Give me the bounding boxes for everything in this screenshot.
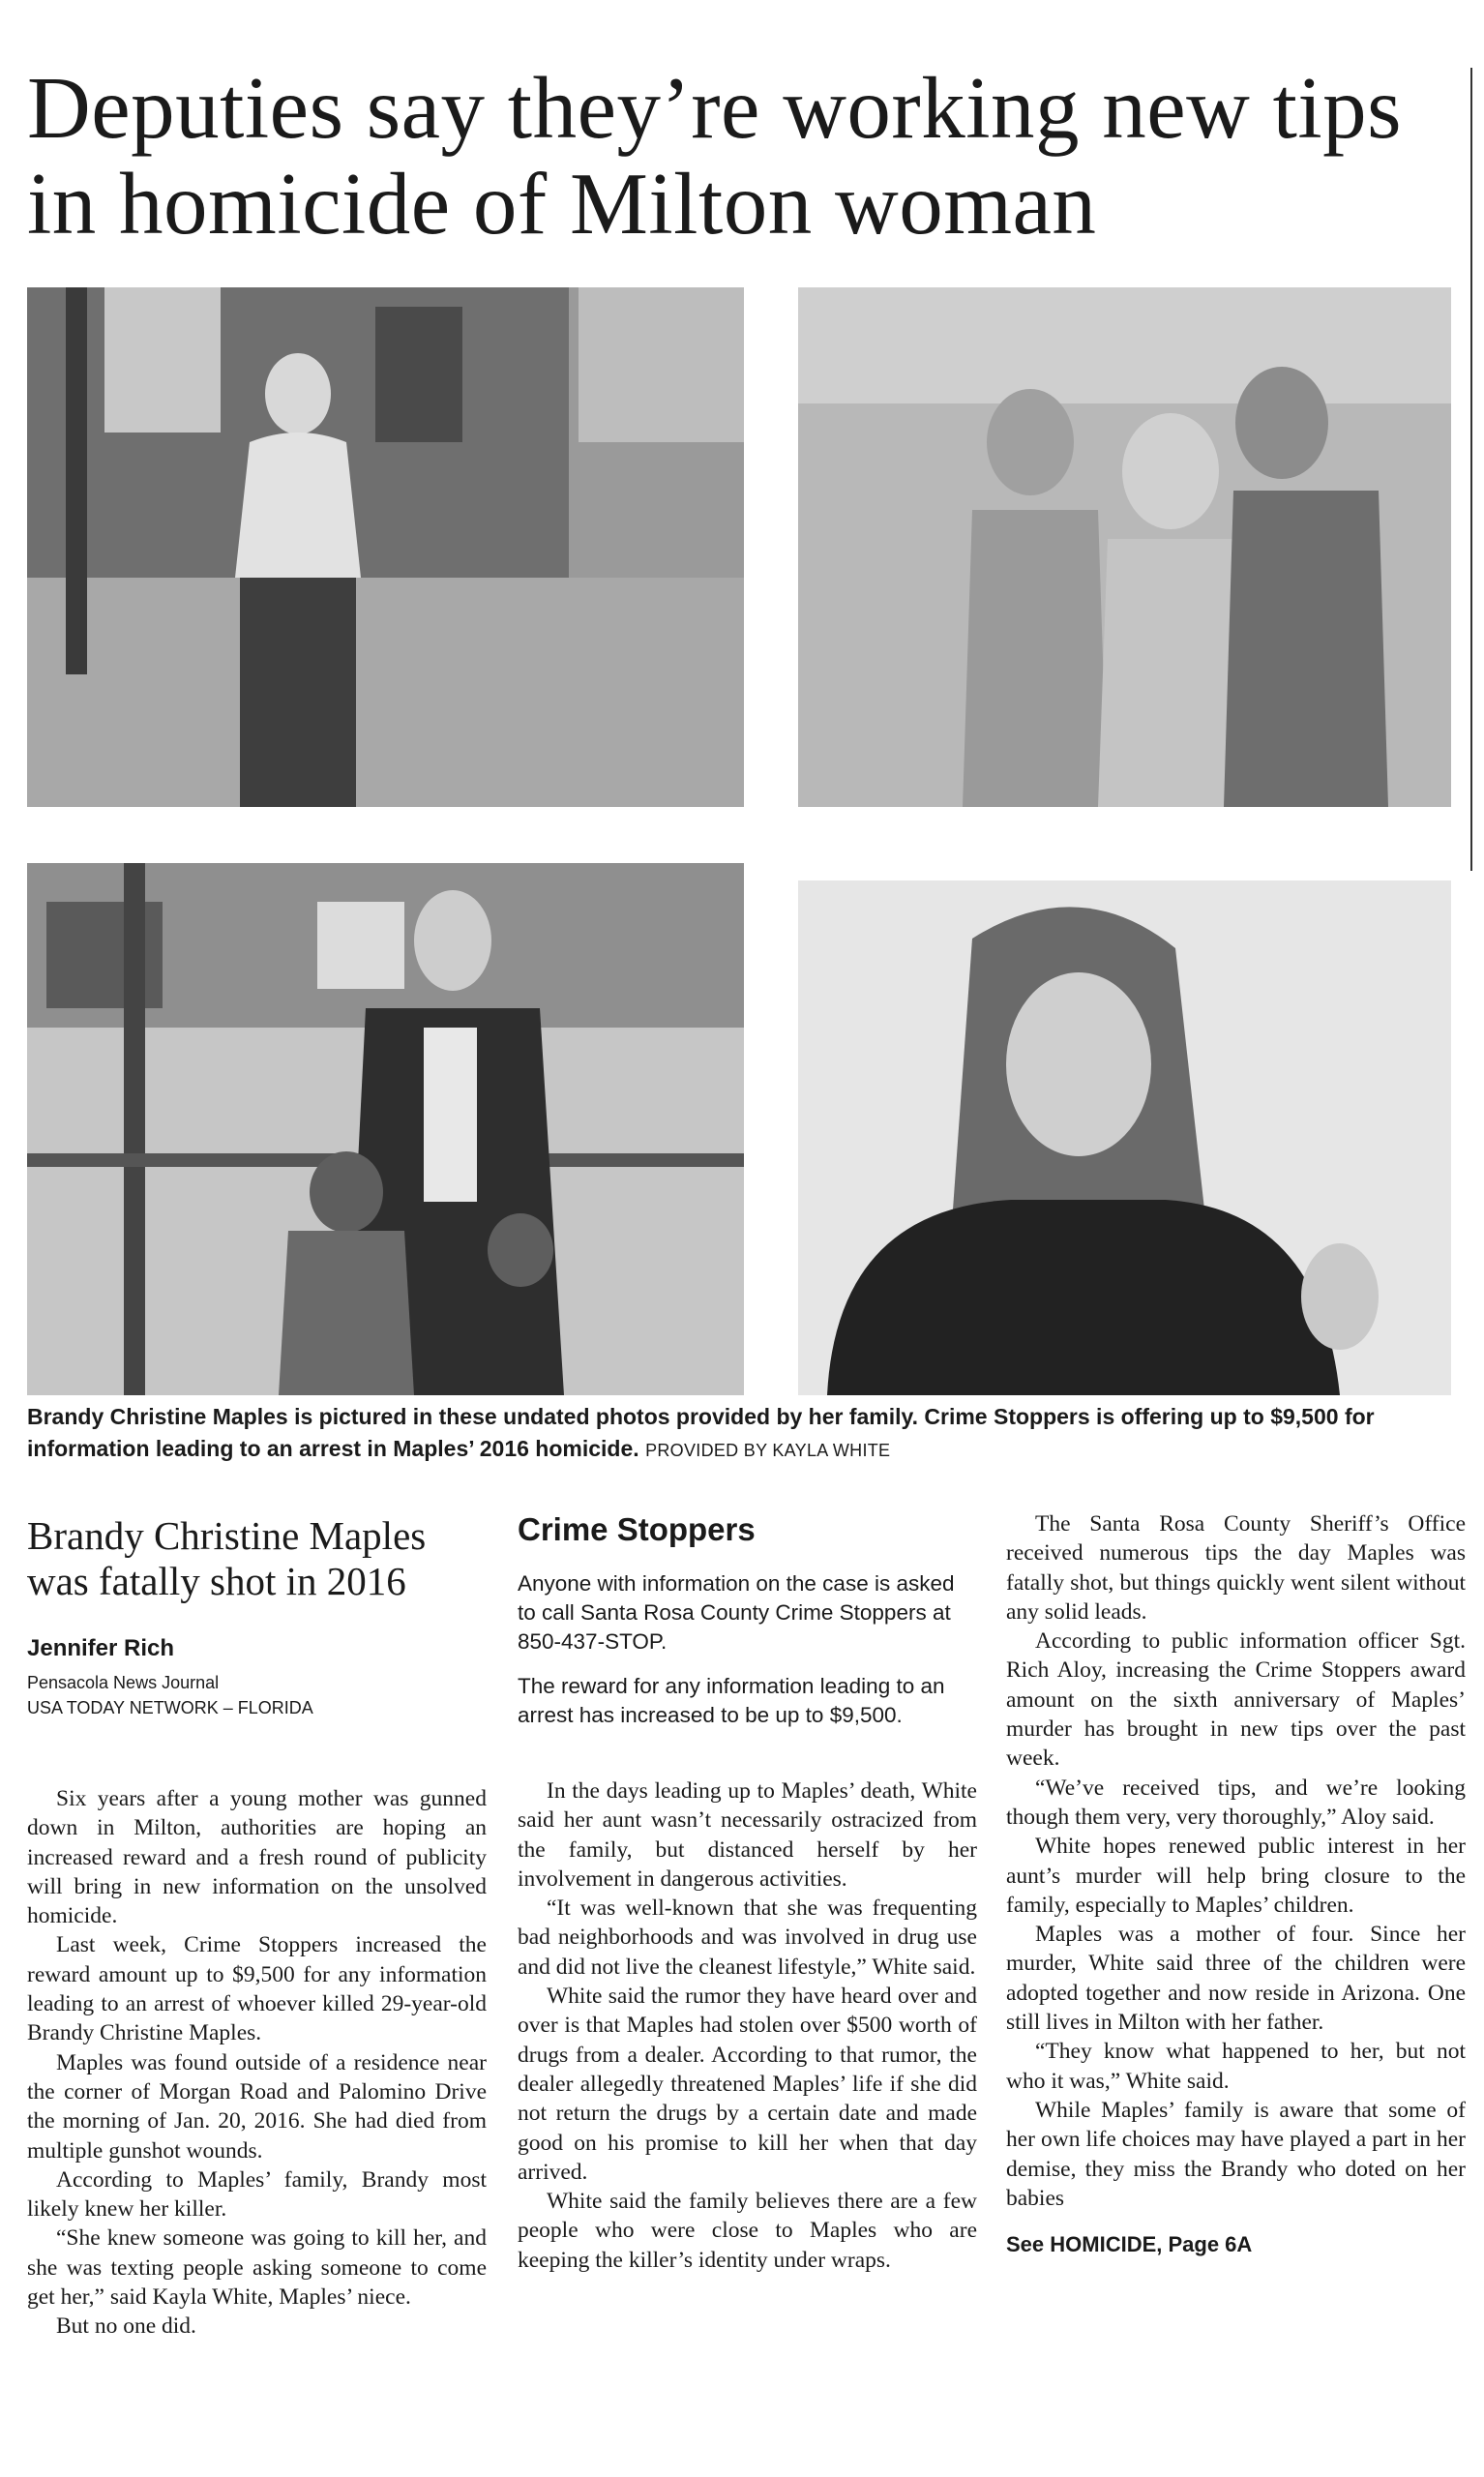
column-2 <box>518 1509 977 2275</box>
photo-maples-portrait <box>798 880 1451 1395</box>
paragraph: Maples was a mother of four. Since her murder, White said three of the children were adopted together and now reside in Arizona. One still lives in Milton with her father. <box>1006 1922 1466 2036</box>
article-body-col2 <box>518 1776 977 2275</box>
paragraph: White said the family believes there are a few people who were close to Maples who are keeping the killer’s identity under wraps. <box>518 2189 977 2273</box>
article-body-col3 <box>1006 1509 1466 2213</box>
paragraph: The Santa Rosa County Sheriff’s Office received numerous tips the day Maples was fatally shot, but things quickly went silent without any solid leads. <box>1006 1511 1466 1625</box>
paragraph: According to Maples’ family, Brandy most likely knew her killer. <box>27 2166 487 2223</box>
headline: Deputies say they’re working new tips in homicide of Milton woman <box>27 59 1403 253</box>
paragraph: Maples was found outside of a residence near the corner of Morgan Road and Palomino Drive the morning of Jan. 20, 2016. She had died from multiple gunshot wounds. <box>27 2049 487 2164</box>
byline-publication: Pensacola News Journal <box>27 1673 220 1692</box>
paragraph: White hopes renewed public interest in her aunt’s murder will help bring closure to the family, especially to Maples’ children. <box>1006 1834 1466 1918</box>
paragraph: White said the rumor they have heard over and over is that Maples had stolen over $500 worth of drugs from a dealer. According to that rumor, the dealer allegedly threatened Maples’ life if she did not return the drugs by a certain date and made good on his promise to kill her when that day arrived. <box>518 1984 977 2185</box>
byline-network: USA TODAY NETWORK – FLORIDA <box>27 1698 313 1717</box>
paragraph: But no one did. <box>56 2313 196 2340</box>
column-1 <box>27 1509 487 2342</box>
caption-text: Brandy Christine Maples is pictured in these undated photos provided by her family. Crime Stoppers is offering up to $9,500 for information leading to an arrest in Maples’ 2016 homicide. <box>27 1404 1375 1461</box>
paragraph: In the days leading up to Maples’ death, White said her aunt wasn’t necessarily ostracized from the family, but distanced herself by her involvement in dangerous activities. <box>518 1778 977 1892</box>
paragraph: “It was well-known that she was frequenting bad neighborhoods and was involved in drug use and did not live the cleanest lifestyle,” White said. <box>518 1895 977 1980</box>
paragraph: While Maples’ family is aware that some of her own life choices may have played a part in her demise, they miss the Brandy who doted on her babies <box>1006 2097 1466 2211</box>
photo-caption <box>27 1401 1459 1467</box>
paragraph: According to public information officer Sgt. Rich Aloy, increasing the Crime Stoppers award amount on the sixth anniversary of Maples’ murder has brought in new tips over the past week. <box>1006 1628 1466 1772</box>
photo-maples-with-children <box>798 287 1451 807</box>
sidebar-title: Crime Stoppers <box>518 1511 756 1547</box>
column-3 <box>1006 1509 1466 2257</box>
jump-line: See HOMICIDE, Page 6A <box>1006 2232 1253 2257</box>
photo-credit: PROVIDED BY KAYLA WHITE <box>645 1441 891 1460</box>
crime-stoppers-sidebar <box>518 1511 977 1730</box>
paragraph: “We’ve received tips, and we’re looking though them very, very thoroughly,” Aloy said. <box>1006 1775 1466 1830</box>
column-rule <box>1470 68 1472 871</box>
photo-maples-porch <box>27 863 744 1395</box>
paragraph: Six years after a young mother was gunned down in Milton, authorities are hoping an increased reward and a fresh round of publicity will bring in new information on the unsolved homicide. <box>27 1786 487 1929</box>
photo-maples-house <box>27 287 744 807</box>
article-body-col1 <box>27 1784 487 2342</box>
sidebar-paragraph: Anyone with information on the case is asked to call Santa Rosa County Crime Stoppers at 850-437-STOP. <box>518 1571 955 1654</box>
sidebar-paragraph: The reward for any information leading to an arrest has increased to be up to $9,500. <box>518 1674 945 1727</box>
subheadline: Brandy Christine Maples was fatally shot in 2016 <box>27 1513 427 1603</box>
paragraph: Last week, Crime Stoppers increased the reward amount up to $9,500 for any information leading to an arrest of whoever killed 29-year-old Brandy Christine Maples. <box>27 1932 487 2046</box>
paragraph: “She knew someone was going to kill her, and she was texting people asking someone to come get her,” said Kayla White, Maples’ niece. <box>27 2225 487 2311</box>
paragraph: “They know what happened to her, but not who it was,” White said. <box>1006 2039 1466 2094</box>
byline-author: Jennifer Rich <box>27 1635 175 1661</box>
